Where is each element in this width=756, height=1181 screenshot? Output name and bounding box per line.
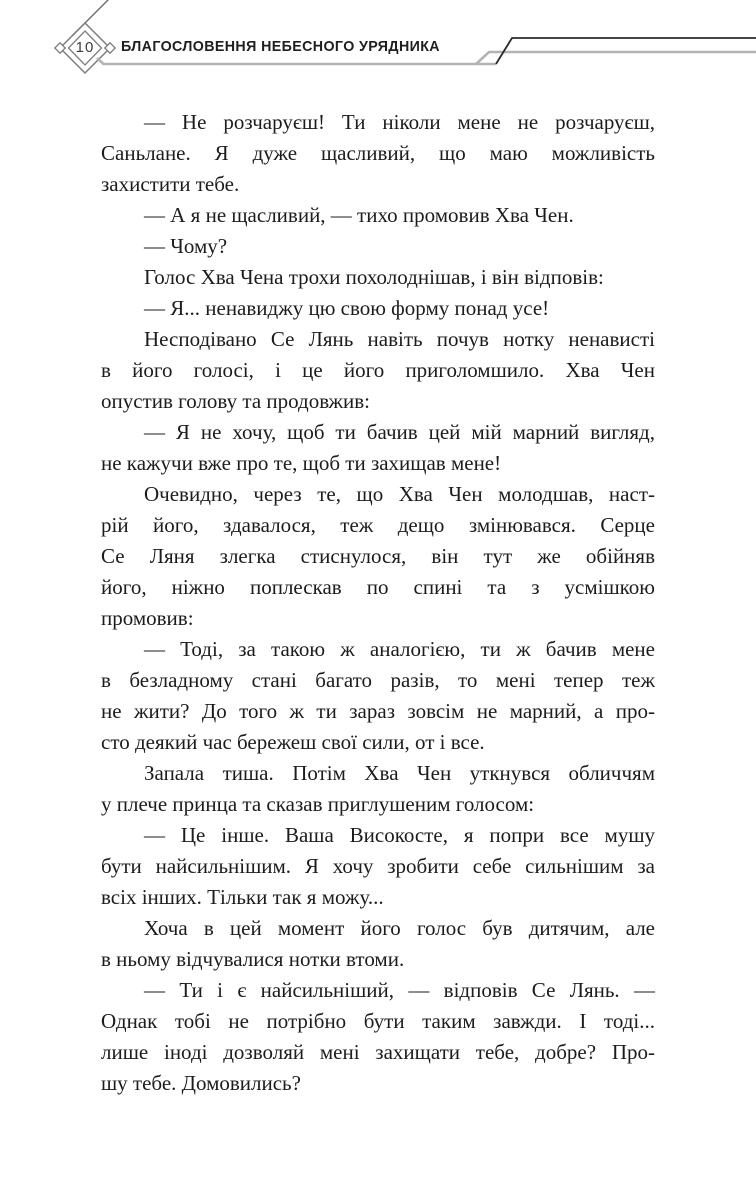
text-line: Несподівано Се Лянь навіть почув нотку ненависті <box>144 327 655 351</box>
text-line: Очевидно, через те, що Хва Чен молодшав, наст- <box>144 482 655 506</box>
text-line: — Не розчаруєш! Ти ніколи мене не розчаруєш, <box>144 110 655 134</box>
paragraph <box>101 293 655 324</box>
running-title: БЛАГОСЛОВЕННЯ НЕБЕСНОГО УРЯДНИКА <box>121 38 440 55</box>
text-line: у плече принца та сказав приглушеним голосом: <box>101 792 535 816</box>
text-line: — Я не хочу, щоб ти бачив цей мій марний вигляд, <box>144 420 655 444</box>
text-line: всіх інших. Тільки так я можу... <box>101 885 384 909</box>
text-line: лише іноді дозволяй мені захищати тебе, добре? Про- <box>101 1040 655 1064</box>
text-line: в ньому відчувалися нотки втоми. <box>101 947 405 971</box>
paragraph <box>101 758 655 820</box>
paragraph <box>101 975 655 1099</box>
text-line: бути найсильнішим. Я хочу зробити себе сильнішим за <box>101 854 655 878</box>
text-line: — Чому? <box>144 234 228 258</box>
paragraph <box>101 231 655 262</box>
paragraph <box>101 417 655 479</box>
text-line: захистити тебе. <box>101 172 240 196</box>
text-line: — А я не щасливий, — тихо промовив Хва Чен. <box>144 203 574 227</box>
text-line: в безладному стані багато разів, то мені тепер теж <box>101 668 655 692</box>
paragraph <box>101 913 655 975</box>
paragraph <box>101 324 655 417</box>
text-line: в його голосі, і це його приголомшило. Хва Чен <box>101 358 655 382</box>
page-body <box>101 107 655 1099</box>
text-line: не кажучи вже про те, щоб ти захищав мене! <box>101 451 502 475</box>
text-line: не жити? До того ж ти зараз зовсім не марний, а про- <box>101 699 655 723</box>
text-line: опустив голову та продовжив: <box>101 389 371 413</box>
text-line: рій його, здавалося, теж дещо змінювався. Серце <box>101 513 655 537</box>
page-header <box>0 0 756 90</box>
header-rule-gray-lower <box>97 58 496 64</box>
paragraph <box>101 479 655 634</box>
paragraph <box>101 634 655 758</box>
header-rule-gray-upper <box>476 52 756 64</box>
paragraph <box>101 200 655 231</box>
page-number: 10 <box>75 39 95 56</box>
text-line: промовив: <box>101 606 194 630</box>
text-line: Запала тиша. Потім Хва Чен уткнувся обличчям <box>144 761 655 785</box>
text-line: — Ти і є найсильніший, — відповів Се Лянь. — <box>144 978 655 1002</box>
text-line: Голос Хва Чена трохи похолоднішав, і він відповів: <box>144 265 604 289</box>
text-line: Однак тобі не потрібно бути таким завжди. І тоді... <box>101 1009 655 1033</box>
paragraph <box>101 820 655 913</box>
text-line: Саньлане. Я дуже щасливий, що маю можливість <box>101 141 655 165</box>
text-line: його, ніжно поплескав по спині та з усмішкою <box>101 575 655 599</box>
text-line: — Я... ненавиджу цю свою форму понад усе! <box>144 296 550 320</box>
text-line: шу тебе. Домовились? <box>101 1071 301 1095</box>
text-line: — Тоді, за такою ж аналогією, ти ж бачив мене <box>144 637 655 661</box>
text-line: — Це інше. Ваша Високосте, я попри все мушу <box>144 823 655 847</box>
paragraph <box>101 107 655 200</box>
text-line: Се Ляня злегка стиснулося, він тут же обійняв <box>101 544 655 568</box>
text-line: сто деякий час бережеш свої сили, от і все. <box>101 730 485 754</box>
paragraph <box>101 262 655 293</box>
text-line: Хоча в цей момент його голос був дитячим, але <box>144 916 655 940</box>
